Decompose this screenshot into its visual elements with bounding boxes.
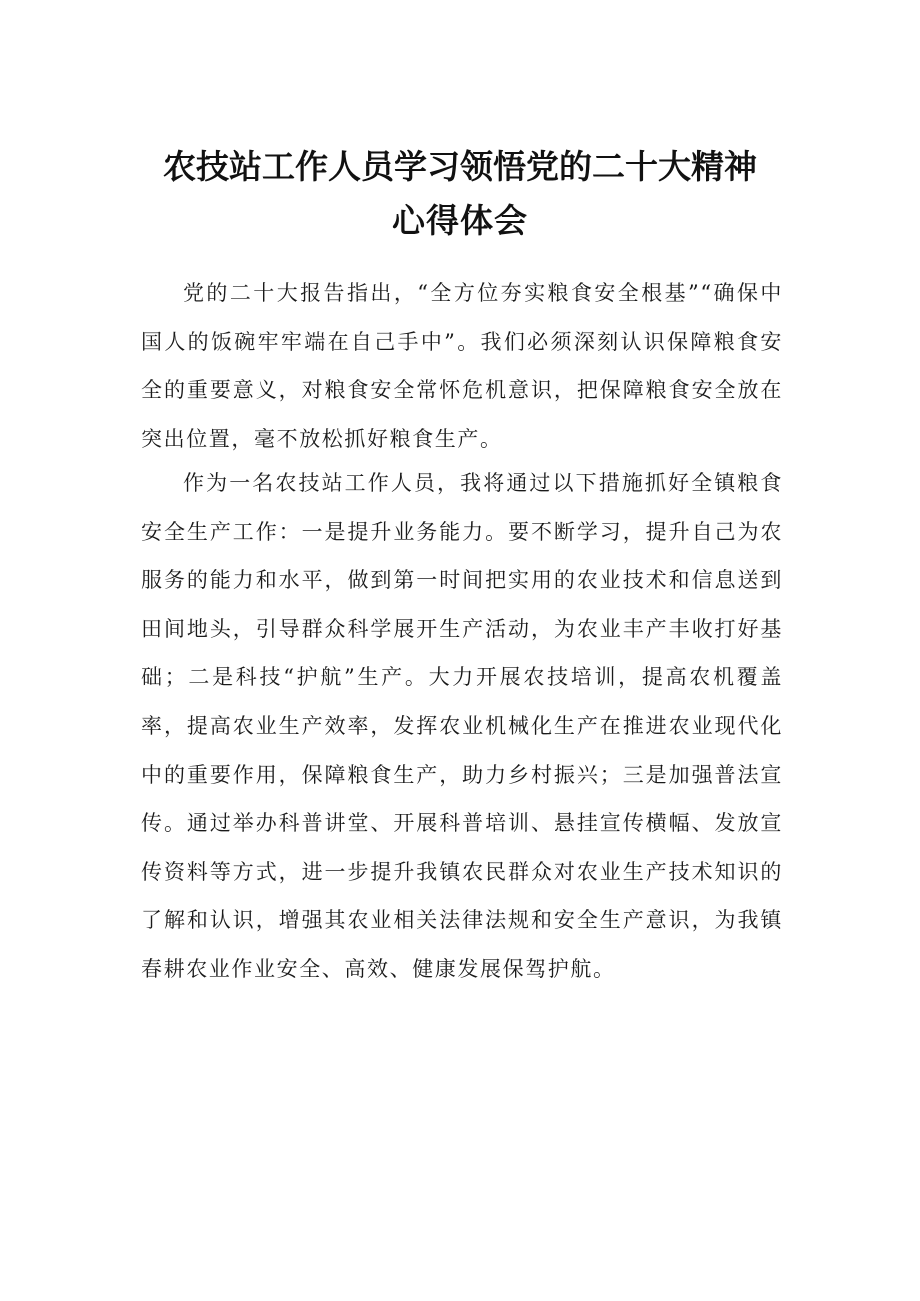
document-title-line-1: 农技站工作人员学习领悟党的二十大精神 (163, 147, 757, 186)
body-paragraph-2: 作为一名农技站工作人员，我将通过以下措施抓好全镇粮食安全生产工作：一是提升业务能力。要不断学习，提升自己为农服务的能力和水平，做到第一时间把实用的农业技术和信息送到田间地头，引导群众科学展开生产活动，为农业丰产丰收打好基础；二是科技“护航”生产。大力开展农技培训，提高农机覆盖率，提高农业生产效率，发挥农业机械化生产在推进农业现代化中的重要作用，保障粮食生产，助力乡村振兴；三是加强普法宣传。通过举办科普讲堂、开展科普培训、悬挂宣传横幅、发放宣传资料等方式，进一步提升我镇农民群众对农业生产技术知识的了解和认识，增强其农业相关法律法规和安全生产意识，为我镇春耕农业作业安全、高效、健康发展保驾护航。 (141, 471, 783, 981)
document-title-line-2: 心得体会 (392, 201, 528, 240)
body-paragraph-1: 党的二十大报告指出，“全方位夯实粮食安全根基”“确保中国人的饭碗牢牢端在自己手中”。我们必须深刻认识保障粮食安全的重要意义，对粮食安全常怀危机意识，把保障粮食安全放在突出位置，毫不放松抓好粮食生产。 (141, 281, 783, 451)
